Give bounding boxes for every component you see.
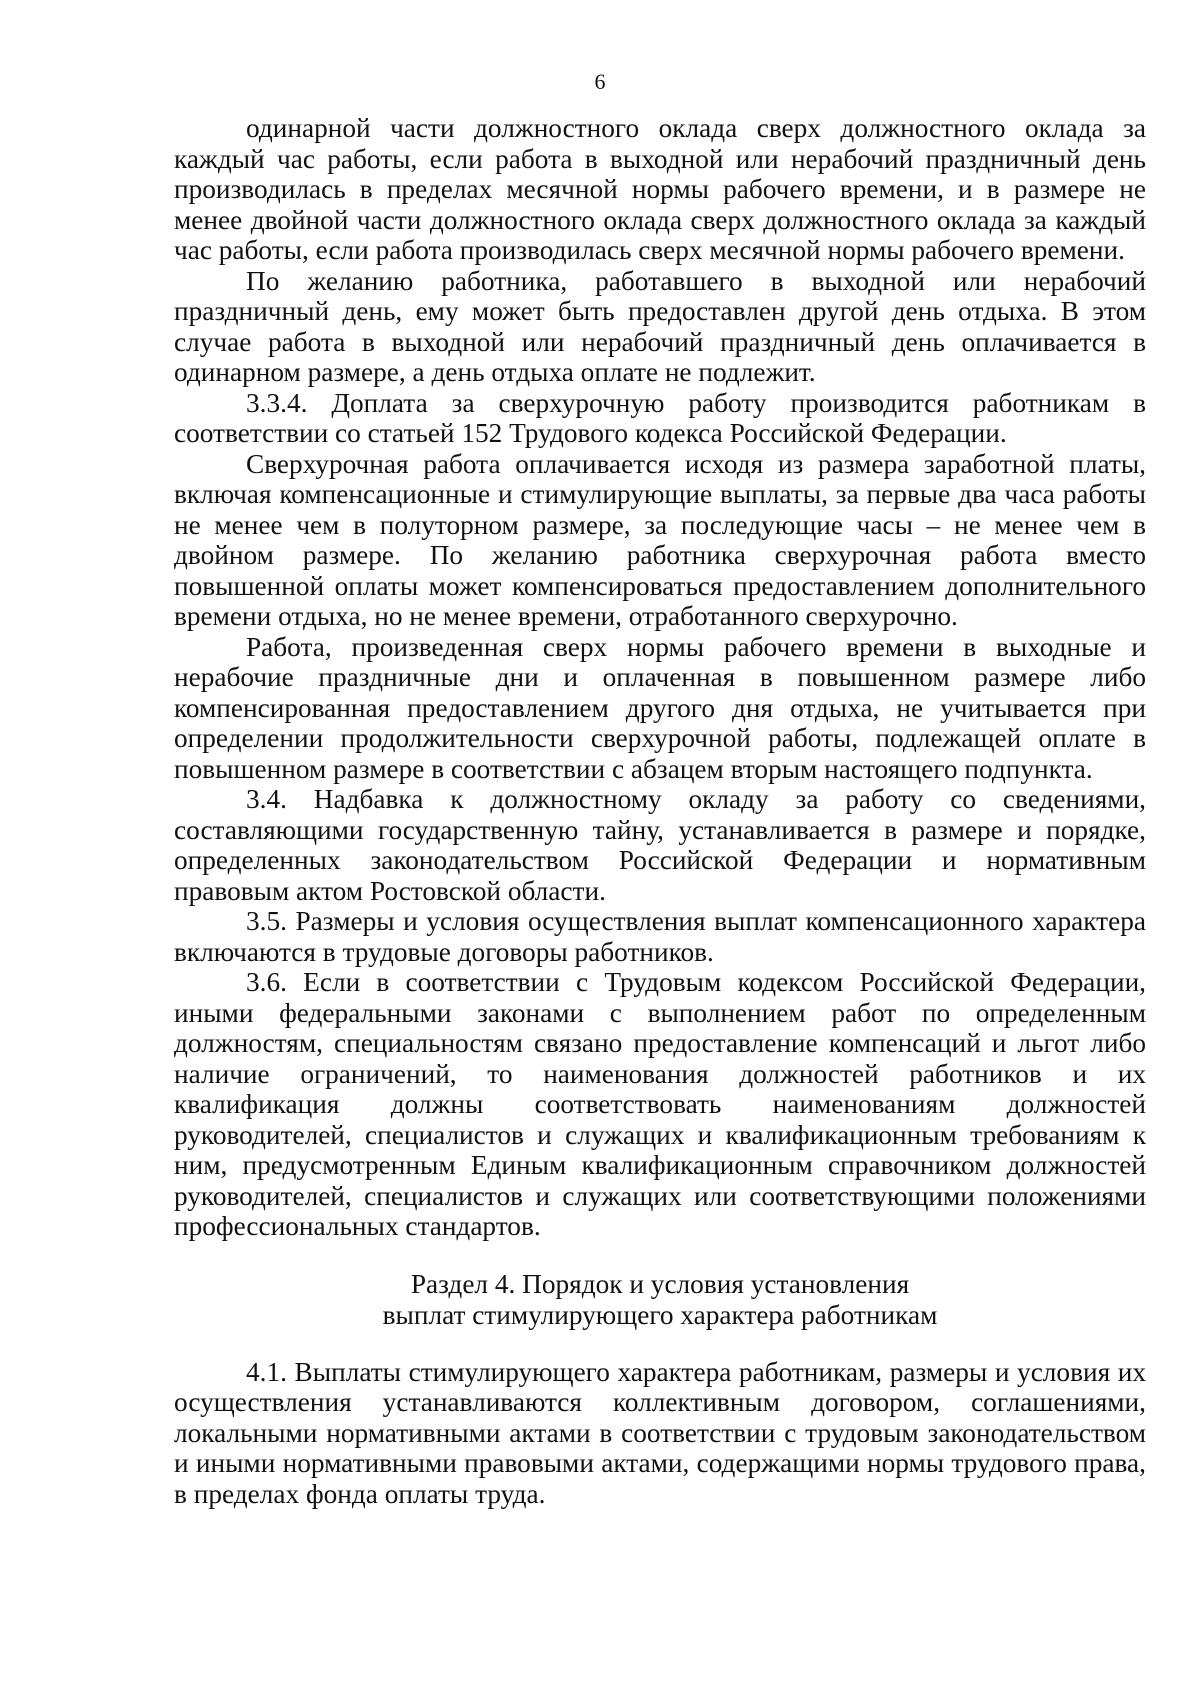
document-body	[174, 113, 1146, 1509]
paragraph-3-6: 3.6. Если в соответствии с Трудовым кодексом Российской Федерации, иными федеральными законами с выполнением работ по определенным должностям, специальностям связано предоставление компенсаций и льгот либо наличие ограничений, то наименования должностей работников и их квалификация должны соответствовать наименованиям должностей руководителей, специалистов и служащих и квалификационным требованиям к ним, предусмотренным Единым квалификационным справочником должностей руководителей, специалистов и служащих или соответствующими положениями профессиональных стандартов.	[174, 967, 1146, 1241]
page-number: 6	[594, 69, 606, 94]
paragraph-overtime-exclusion: Работа, произведенная сверх нормы рабочего времени в выходные и нерабочие праздничные дни и оплаченная в повышенном размере либо компенсированная предоставлением другого дня отдыха, не учитывается при определении продолжительности сверхурочной работы, подлежащей оплате в повышенном размере в соответствии с абзацем вторым настоящего подпункта.	[174, 631, 1146, 784]
section-4-heading	[174, 1269, 1146, 1331]
paragraph-3-3-4: 3.3.4. Доплата за сверхурочную работу производится работникам в соответствии со статьей 152 Трудового кодекса Российской Федерации.	[174, 387, 1146, 448]
section-heading-line-1: Раздел 4. Порядок и условия установления	[410, 1268, 910, 1299]
paragraph-4-1: 4.1. Выплаты стимулирующего характера работникам, размеры и условия их осуществления устанавливаются коллективным договором, соглашениями, локальными нормативными актами в соответствии с трудовым законодательством и иными нормативными правовыми актами, содержащими нормы трудового права, в пределах фонда оплаты труда.	[174, 1356, 1146, 1509]
paragraph-day-off-option: По желанию работника, работавшего в выходной или нерабочий праздничный день, ему может быть предоставлен другой день отдыха. В этом случае работа в выходной или нерабочий праздничный день оплачивается в одинарном размере, а день отдыха оплате не подлежит.	[174, 265, 1146, 387]
paragraph-3-5: 3.5. Размеры и условия осуществления выплат компенсационного характера включаются в трудовые договоры работников.	[174, 906, 1146, 967]
paragraph-overtime-pay-continuation: одинарной части должностного оклада сверх должностного оклада за каждый час работы, если работа в выходной или нерабочий праздничный день производилась в пределах месячной нормы рабочего времени, и в размере не менее двойной части должностного оклада сверх должностного оклада за каждый час работы, если работа производилась сверх месячной нормы рабочего времени.	[174, 113, 1146, 265]
paragraph-overtime-payment: Сверхурочная работа оплачивается исходя из размера заработной платы, включая компенсационные и стимулирующие выплаты, за первые два часа работы не менее чем в полуторном размере, за последующие часы – не менее чем в двойном размере. По желанию работника сверхурочная работа вместо повышенной оплаты может компенсироваться предоставлением дополнительного времени отдыха, но не менее времени, отработанного сверхурочно.	[174, 448, 1146, 631]
section-heading-line-2: выплат стимулирующего характера работникам	[382, 1299, 938, 1330]
paragraph-3-4: 3.4. Надбавка к должностному окладу за работу со сведениями, составляющими государственную тайну, устанавливается в размере и порядке, определенных законодательством Российской Федерации и нормативным правовым актом Ростовской области.	[174, 784, 1146, 906]
